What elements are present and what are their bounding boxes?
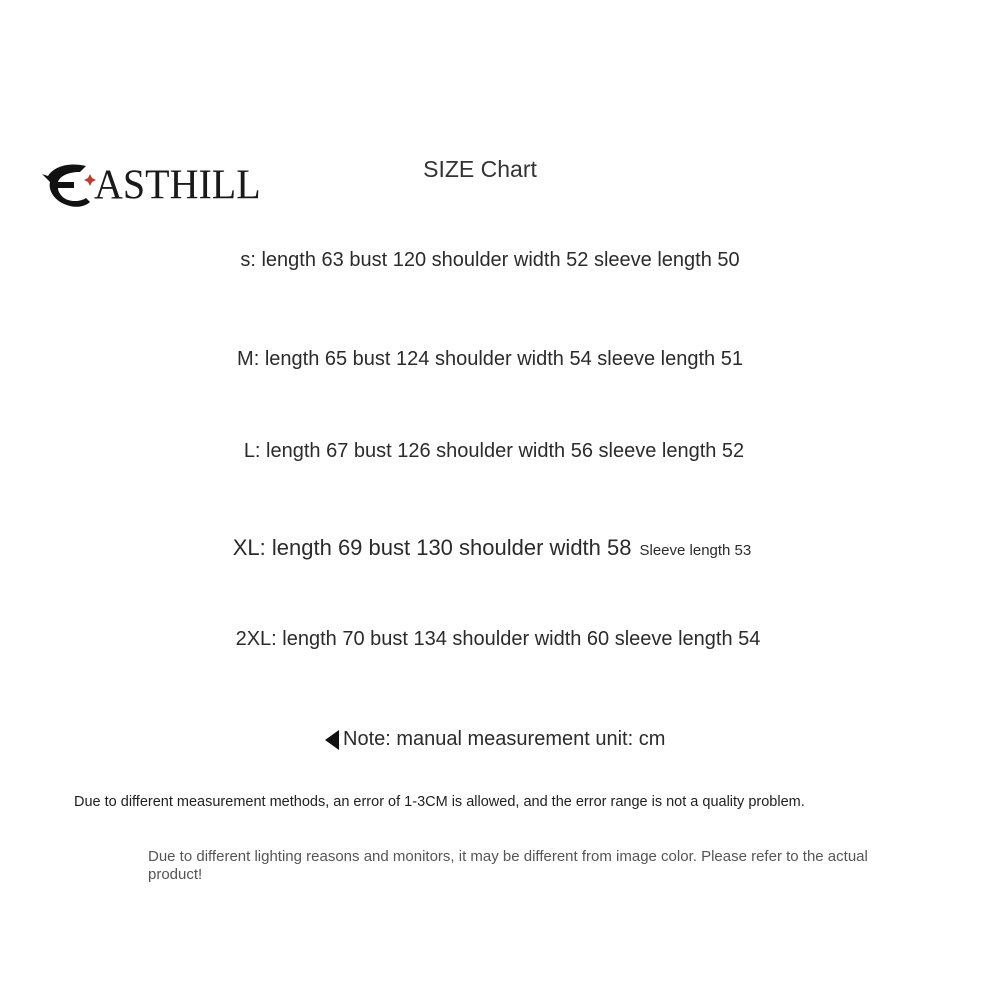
measurement-note-text: Note: manual measurement unit: cm [343,728,666,750]
pointer-icon [325,730,339,750]
measurement-note [325,728,665,751]
logo-wordmark: ASTHILL [94,160,261,209]
size-row-s: s: length 63 bust 120 shoulder width 52 sleeve length 50 [240,249,740,271]
page-title: SIZE Chart [423,156,537,182]
size-row-xl [0,535,992,561]
size-row-2xl: 2XL: length 70 bust 134 shoulder width 60 sleeve length 54 [235,628,761,650]
measurement-disclaimer: Due to different measurement methods, an error of 1-3CM is allowed, and the error range is not a quality problem. [74,794,805,810]
size-row-xl-main: XL: length 69 bust 130 shoulder width 58 [232,535,632,560]
size-row-xl-sleeve: Sleeve length 53 [639,542,752,559]
size-row-l: L: length 67 bust 126 shoulder width 56 sleeve length 52 [243,440,745,462]
size-row-m: M: length 65 bust 124 shoulder width 54 sleeve length 51 [237,348,743,370]
color-disclaimer: Due to different lighting reasons and monitors, it may be different from image color. Please refer to the actual product! [148,848,868,883]
